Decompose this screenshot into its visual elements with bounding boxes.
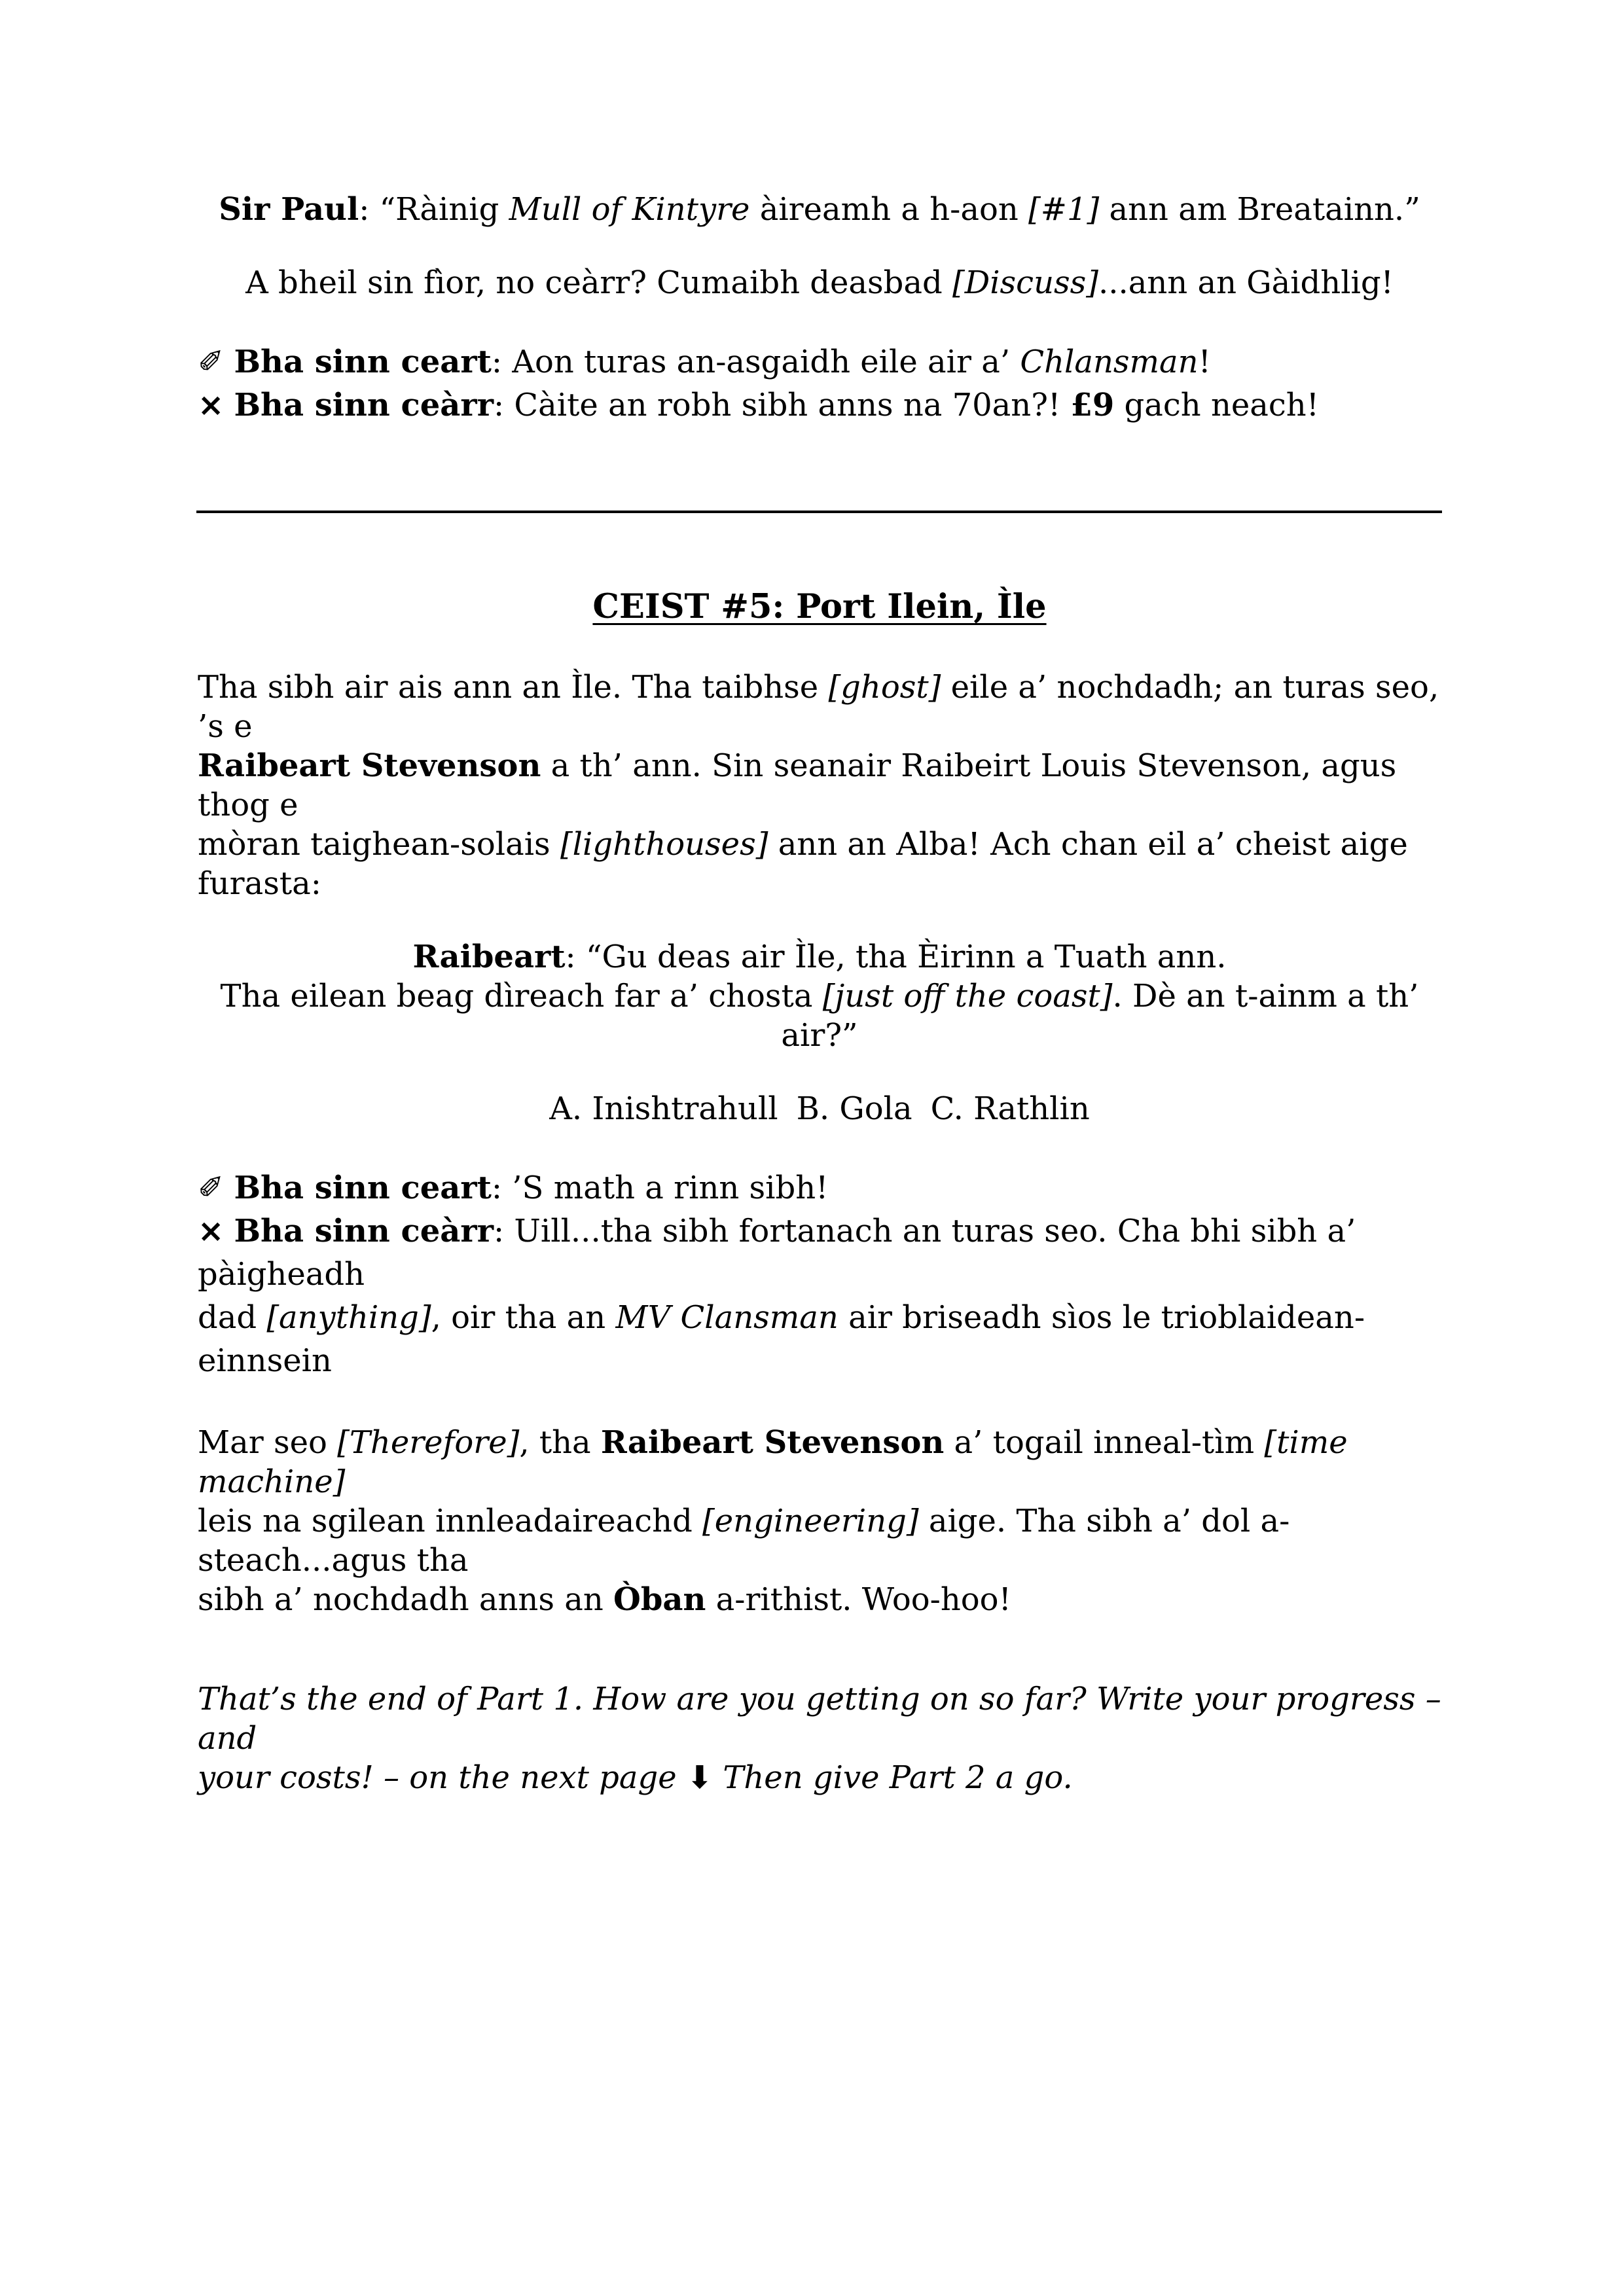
cross-icon: × [198,1213,225,1249]
question-heading: CEIST #5: Port Ilein, Ìle [592,587,1047,626]
end-of-part-note: That’s the end of Part 1. How are you getting on so far? Write your progress – and your costs! – on the next page ⬇ Then give Part 2 a go. [198,1681,1441,1796]
section-2 [198,668,1441,1797]
wrong-result: × Bha sinn ceàrr: Uill...tha sibh fortanach an turas seo. Cha bhi sibh a’ pàigheadh dad [anything], oir tha an MV Clansman air briseadh sìos le trioblaidean-einnsein [198,1213,1365,1379]
intro-paragraph: Tha sibh air ais ann an Ìle. Tha taibhse [ghost] eile a’ nochdadh; an turas seo, ’s e Raibeart Stevenson a th’ ann. Sin seanair Raibeirt Louis Stevenson, agus thog e mòran taighean-solais [lighthouses] ann an Alba! Ach chan eil a’ cheist aige furasta: [198,669,1439,902]
option-c: C. Rathlin [930,1090,1090,1127]
raibeart-quote: Raibeart: “Gu deas air Ìle, tha Èirinn a Tuath ann. Tha eilean beag dìreach far a’ chosta [just off the coast]. Dè an t-ainm a th’ air?” [220,939,1419,1054]
correct-result: ✐ Bha sinn ceart: ’S math a rinn sibh! [198,1170,829,1206]
section-divider [196,511,1442,513]
therefore-paragraph: Mar seo [Therefore], tha Raibeart Stevenson a’ togail inneal-tìm [time machine] leis na sgilean innleadaireachd [engineering] aige. Tha sibh a’ dol a-steach...agus tha sibh a’ nochdadh anns an Òban a-rithist. Woo-hoo! [198,1424,1348,1618]
pencil-check-icon: ✐ [198,1170,225,1206]
speaker-name: Raibeart [412,939,566,975]
answer-options [198,1089,1441,1128]
character-name: Raibeart Stevenson [198,747,541,784]
option-a: A. Inishtrahull [549,1090,778,1127]
cross-icon: × [198,387,225,423]
speaker-name: Sir Paul [219,191,359,228]
correct-result: ✐ Bha sinn ceart: Aon turas an-asgaidh eile air a’ Chlansman! [198,344,1211,380]
arrow-down-icon: ⬇ [686,1759,713,1796]
discuss-question: A bheil sin fìor, no ceàrr? Cumaibh deasbad [Discuss]...ann an Gàidhlig! [245,264,1394,301]
option-b: B. Gola [796,1090,912,1127]
song-title: Mull of Kintyre [509,191,750,228]
section-1 [198,190,1441,427]
wrong-result: × Bha sinn ceàrr: Càite an robh sibh anns na 70an?! £9 gach neach! [198,387,1319,423]
pencil-check-icon: ✐ [198,344,225,380]
sir-paul-quote: Sir Paul: “Ràinig Mull of Kintyre àireamh a h-aon [#1] ann am Breatainn.” [219,191,1420,228]
